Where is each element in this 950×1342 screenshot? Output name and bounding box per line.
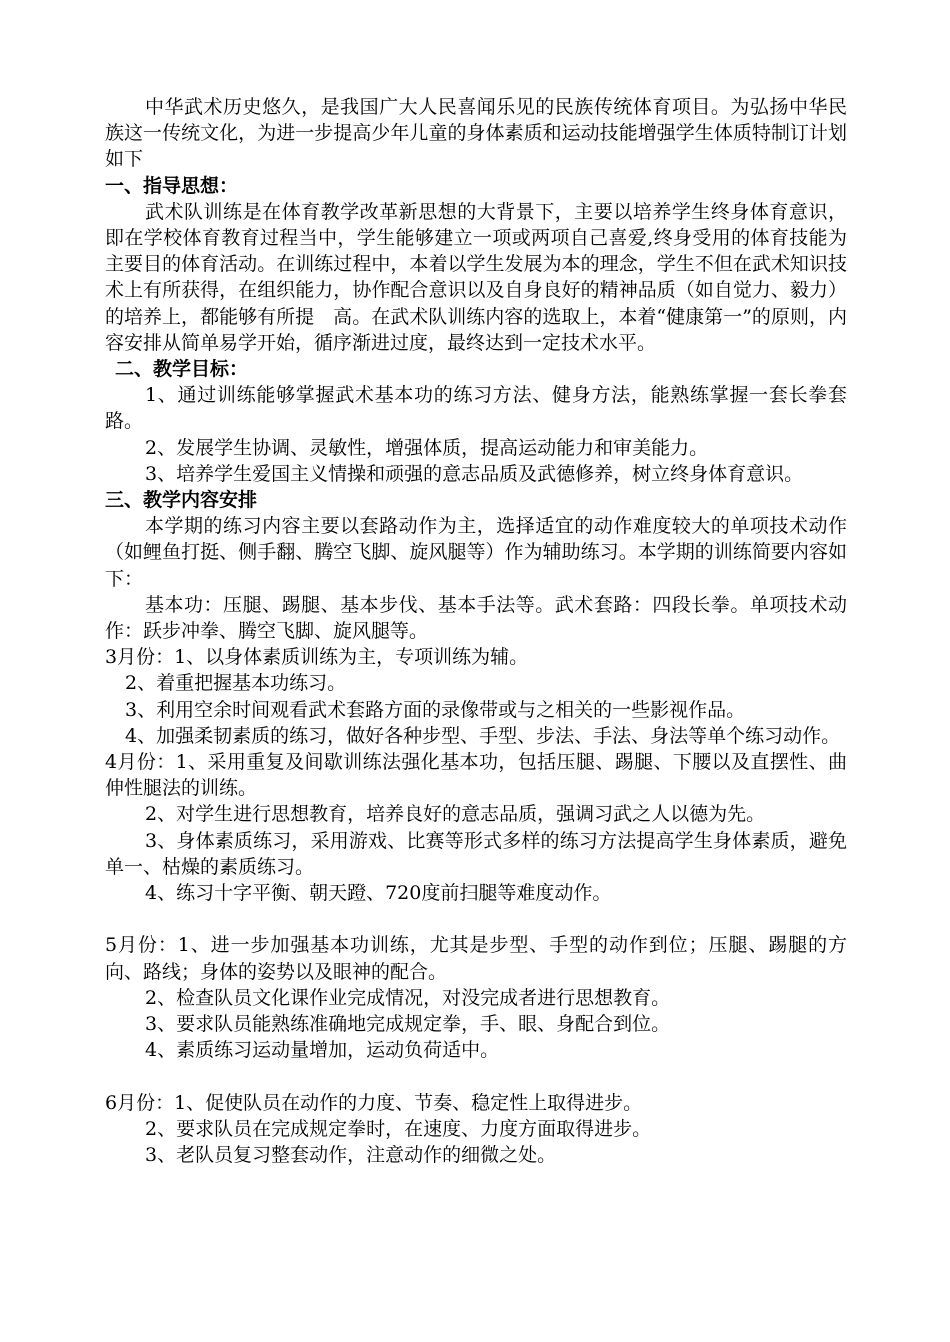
march-plan-item: 2、着重把握基本功练习。: [125, 672, 347, 695]
intro-paragraph: 中华武术历史悠久，是我国广大人民喜闻乐见的民族传统体育项目。为弘扬中华民族这一传统文化，为进一步提高少年儿童的身体素质和运动技能增强学生体质特制订计划如下: [105, 96, 847, 171]
blank-line: [105, 906, 847, 932]
march-plan-item: 3、利用空余时间观看武术套路方面的录像带或与之相关的一些影视作品。: [125, 698, 746, 721]
march-plan-first: 3月份：1、以身体素质训练为主，专项训练为辅。: [105, 646, 529, 669]
may-plan-first: 5月份：1、进一步加强基本功训练，尤其是步型、手型的动作到位；压腿、踢腿的方向、路线；身体的姿势以及眼神的配合。: [105, 934, 847, 983]
section-heading-teaching-goals: 二、教学目标：: [115, 358, 249, 381]
april-plan-item: 2、对学生进行思想教育，培养良好的意志品质，强调习武之人以德为先。: [145, 803, 766, 826]
teaching-goal-item: 2、发展学生协调、灵敏性，增强体质，提高运动能力和审美能力。: [145, 436, 709, 459]
content-arrangement-paragraph: 本学期的练习内容主要以套路动作为主，选择适宜的动作难度较大的单项技术动作（如鲤鱼打挺、侧手翻、腾空飞脚、旋风腿等）作为辅助练习。本学期的训练简要内容如下：: [105, 515, 847, 590]
june-plan-item: 2、要求队员在完成规定拳时，在速度、力度方面取得进步。: [145, 1117, 652, 1140]
april-plan-first: 4月份：1、采用重复及间歇训练法强化基本功，包括压腿、踢腿、下腰以及直摆性、曲伸性腿法的训练。: [105, 751, 847, 800]
june-plan-first: 6月份：1、促使队员在动作的力度、节奏、稳定性上取得进步。: [105, 1091, 643, 1114]
june-plan-item: 3、老队员复习整套动作，注意动作的细微之处。: [145, 1144, 557, 1167]
blank-line: [105, 1064, 847, 1090]
teaching-goal-item: 3、培养学生爱国主义情操和顽强的意志品质及武德修养，树立终身体育意识。: [145, 462, 804, 485]
guiding-ideology-paragraph: 武术队训练是在体育教学改革新思想的大背景下，主要以培养学生终身体育意识，即在学校体育教育过程当中，学生能够建立一项或两项自己喜爱,终身受用的体育技能为主要目的体育活动。在训练过程中，本着以学生发展为本的理念，学生不但在武术知识技术上有所获得，在组织能力，协作配合意识以及自身良好的精神品质（如自觉力、毅力）的培养上，都能够有所提 高。在武术队训练内容的选取上，本着“健康第一”的原则，内容安排从简单易学开始，循序渐进过度，最终达到一定技术水平。: [105, 200, 847, 354]
may-plan-item: 2、检查队员文化课作业完成情况，对没完成者进行思想教育。: [145, 986, 671, 1009]
section-heading-content-arrangement: 三、教学内容安排: [105, 489, 258, 512]
may-plan-item: 3、要求队员能熟练准确地完成规定拳，手、眼、身配合到位。: [145, 1013, 671, 1036]
basic-skills-paragraph: 基本功：压腿、踢腿、基本步伐、基本手法等。武术套路：四段长拳。单项技术动作：跃步冲拳、腾空飞脚、旋风腿等。: [105, 593, 847, 643]
teaching-goal-item: 1、通过训练能够掌握武术基本功的练习方法、健身方法，能熟练掌握一套长拳套路。: [105, 384, 847, 433]
section-heading-guiding-ideology: 一、指导思想：: [105, 174, 239, 197]
april-plan-item: 4、练习十字平衡、朝天蹬、720度前扫腿等难度动作。: [145, 882, 612, 905]
april-plan-item: 3、身体素质练习，采用游戏、比赛等形式多样的练习方法提高学生身体素质，避免单一、枯燥的素质练习。: [105, 829, 847, 878]
march-plan-item: 4、加强柔韧素质的练习，做好各种步型、手型、步法、手法、身法等单个练习动作。: [125, 724, 841, 747]
may-plan-item: 4、素质练习运动量增加，运动负荷适中。: [145, 1039, 500, 1062]
